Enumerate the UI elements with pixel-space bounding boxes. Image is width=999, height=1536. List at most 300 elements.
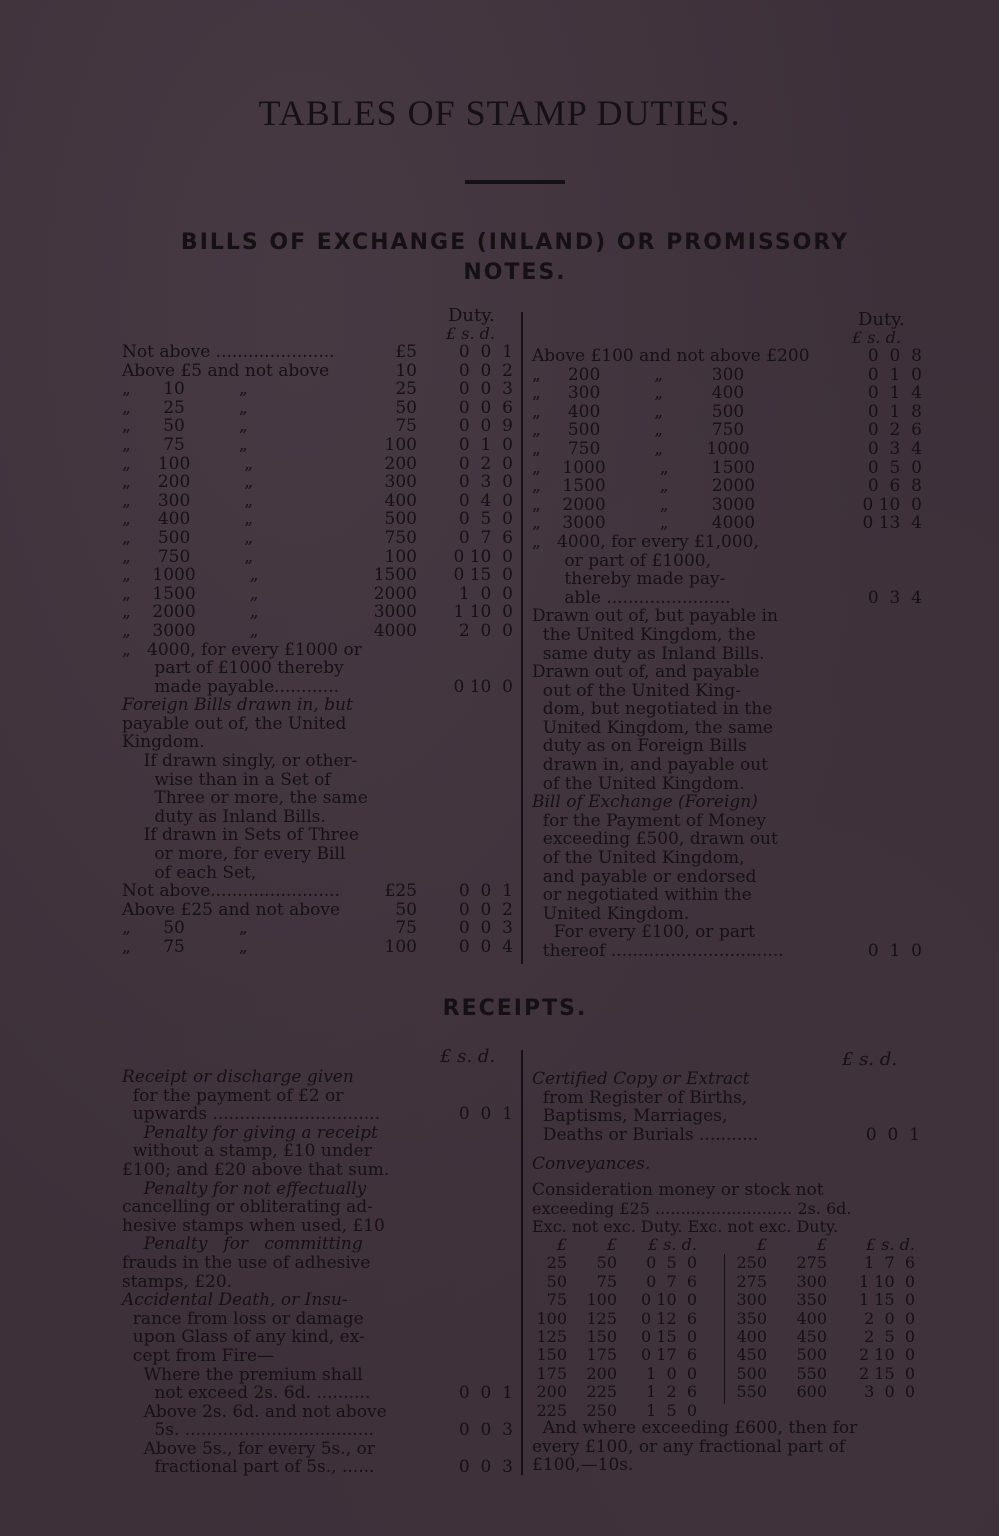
bills-left-text-row-text: part of £1000 thereby bbox=[122, 658, 344, 679]
bills-left-text-row bbox=[122, 864, 517, 883]
bills-left-text-row bbox=[122, 659, 517, 678]
receipts-left-row bbox=[122, 1328, 517, 1347]
conveyance-cell: 1 10 0 bbox=[859, 1271, 915, 1291]
bills-left-row bbox=[122, 585, 517, 604]
receipts-left-row-text: stamps, £20. bbox=[122, 1271, 233, 1292]
receipts-left-row-text: Accidental Death, or Insu- bbox=[122, 1290, 348, 1311]
conveyance-cell: 250 bbox=[736, 1253, 767, 1273]
bills-left-row-amount: 300 bbox=[384, 472, 417, 493]
conveyance-cell: 450 bbox=[796, 1326, 827, 1346]
receipts-left-row-duty: 0 0 1 bbox=[458, 1104, 513, 1125]
bills-left-row bbox=[122, 399, 517, 418]
receipts-right-row bbox=[532, 1126, 922, 1145]
receipts-right-column bbox=[532, 1070, 922, 1144]
receipts-left-row-text: Penalty for giving a receipt bbox=[122, 1122, 378, 1143]
bills-left-text-row bbox=[122, 696, 517, 715]
conveyance-cell: 50 bbox=[546, 1271, 567, 1291]
bills-left-text-row bbox=[122, 678, 517, 697]
bills-right-text-row-text: exceeding £500, drawn out bbox=[532, 829, 778, 850]
bills-right-text-row-duty: 0 1 0 bbox=[867, 941, 922, 961]
receipts-left-row-text: hesive stamps when used, £10 bbox=[122, 1215, 385, 1236]
bills-right-text-row bbox=[532, 905, 922, 924]
bills-right-text-row-duty: 0 3 4 bbox=[867, 587, 922, 608]
conveyance-cell: 100 bbox=[536, 1308, 567, 1328]
receipts-left-row-text: Above 2s. 6d. and not above bbox=[122, 1401, 387, 1422]
bills-left-text-row-text: made payable............ bbox=[122, 676, 340, 697]
bills-right-text-row-text: and payable or endorsed bbox=[532, 866, 757, 887]
bills-right-text-row bbox=[532, 663, 922, 682]
receipts-column-divider bbox=[521, 1050, 523, 1475]
conveyance-cell: 275 bbox=[796, 1253, 827, 1273]
bills-left-row bbox=[122, 436, 517, 455]
bills-left-row-amount: 3000 bbox=[373, 602, 417, 623]
bills-right-row bbox=[532, 496, 922, 515]
conveyance-cell: 0 7 6 bbox=[646, 1271, 697, 1291]
bills-right-text-row-text: „ 4000, for every £1,000, bbox=[532, 531, 759, 552]
conveyance-unit: £ bbox=[606, 1235, 617, 1254]
conveyance-cell: 600 bbox=[796, 1382, 827, 1402]
conveyance-cell: 1 7 6 bbox=[864, 1253, 915, 1273]
bills-left-row2-amount: 50 bbox=[395, 899, 417, 920]
conveyances-label: Conveyances. bbox=[532, 1154, 651, 1174]
bills-left-text-row bbox=[122, 789, 517, 808]
bills-left-lsd: £ s. d. bbox=[446, 324, 495, 343]
bills-left-row2-label: „ 75 „ bbox=[122, 937, 248, 957]
bills-left-row-amount: 500 bbox=[384, 509, 417, 530]
receipts-left-row-duty: 0 0 3 bbox=[458, 1457, 513, 1478]
conveyance-cell: 75 bbox=[596, 1271, 617, 1291]
conveyance-cell: 200 bbox=[586, 1363, 617, 1383]
receipts-right-row bbox=[532, 1089, 922, 1108]
bills-right-row bbox=[532, 440, 922, 459]
bills-right-row bbox=[532, 403, 922, 422]
bills-left-row2-duty: 0 0 4 bbox=[458, 937, 513, 957]
receipts-left-row bbox=[122, 1310, 517, 1329]
bills-left-row bbox=[122, 455, 517, 474]
bills-right-row-label: „ 500 „ 750 bbox=[532, 420, 745, 441]
receipts-left-row bbox=[122, 1142, 517, 1161]
conveyance-cell: 2 0 0 bbox=[864, 1308, 915, 1328]
bills-left-row-label: „ 75 „ bbox=[122, 434, 248, 455]
conveyance-cell: 200 bbox=[536, 1382, 567, 1402]
conveyance-cell: 125 bbox=[536, 1326, 567, 1346]
bills-left-row-duty: 0 15 0 bbox=[453, 565, 513, 586]
conveyance-cell: 0 17 6 bbox=[641, 1345, 697, 1365]
bills-left-row2-label: „ 50 „ bbox=[122, 918, 248, 939]
bills-left-text-row-text: or more, for every Bill bbox=[122, 844, 346, 865]
conveyance-cell: 1 15 0 bbox=[859, 1290, 915, 1310]
bills-left-row-amount: 750 bbox=[384, 527, 417, 548]
bills-left-row-label: Not above ...................... bbox=[122, 342, 335, 362]
bills-left-row-label: „ 100 „ bbox=[122, 453, 254, 474]
bills-left-row-duty: 0 7 6 bbox=[458, 527, 513, 548]
bills-right-text-row bbox=[532, 533, 922, 552]
conveyance-cell: 500 bbox=[736, 1363, 767, 1383]
conveyance-cell: 25 bbox=[546, 1253, 567, 1273]
conveyance-cell: 550 bbox=[736, 1382, 767, 1402]
bills-left-row-label: „ 1500 „ bbox=[122, 583, 259, 604]
bills-left-row2-label: Not above........................ bbox=[122, 881, 340, 902]
bills-left-row2 bbox=[122, 919, 517, 938]
bills-right-text-row-text: able ....................... bbox=[532, 587, 731, 608]
receipts-left-row-text: upon Glass of any kind, ex- bbox=[122, 1327, 365, 1348]
bills-right-text-row bbox=[532, 942, 922, 961]
bills-right-row bbox=[532, 477, 922, 496]
bills-left-text-row-text: Kingdom. bbox=[122, 732, 205, 753]
receipts-left-row bbox=[122, 1366, 517, 1385]
bills-right-text-row-text: the United Kingdom, the bbox=[532, 624, 756, 645]
receipts-left-row-text: Penalty for committing bbox=[122, 1234, 363, 1255]
receipts-left-row-text: frauds in the use of adhesive bbox=[122, 1252, 371, 1273]
bills-left-row-label: „ 400 „ bbox=[122, 509, 254, 530]
bills-right-row-label: „ 300 „ 400 bbox=[532, 383, 745, 404]
bills-left-row-amount: 200 bbox=[384, 453, 417, 474]
bills-right-text-row-text: United Kingdom. bbox=[532, 903, 690, 924]
bills-left-row2-amount: 100 bbox=[384, 937, 417, 957]
conveyance-cell: 250 bbox=[586, 1400, 617, 1420]
bills-left-row-duty: 1 10 0 bbox=[453, 602, 513, 623]
bills-right-row-duty: 0 13 4 bbox=[862, 513, 922, 534]
bills-left-row-label: „ 3000 „ bbox=[122, 620, 259, 641]
bills-left-row-amount: 50 bbox=[395, 397, 417, 418]
bills-right-row-label: „ 400 „ 500 bbox=[532, 401, 745, 422]
bills-right-text-row bbox=[532, 626, 922, 645]
bills-right-text-row-text: of the United Kingdom, bbox=[532, 848, 745, 869]
receipts-left-row bbox=[122, 1273, 517, 1292]
bills-right-row bbox=[532, 347, 922, 366]
bills-left-row-amount: 2000 bbox=[373, 583, 417, 604]
bills-right-text-row bbox=[532, 756, 922, 775]
bills-right-row bbox=[532, 459, 922, 478]
receipts-right-row-duty: 0 0 1 bbox=[865, 1124, 920, 1145]
bills-right-text-row-text: drawn in, and payable out bbox=[532, 755, 768, 776]
bills-right-text-row bbox=[532, 886, 922, 905]
receipts-left-row-text: rance from loss or damage bbox=[122, 1308, 364, 1329]
bills-left-row-duty: 0 5 0 bbox=[458, 509, 513, 530]
bills-left-row bbox=[122, 548, 517, 567]
receipts-right-row-text: Baptisms, Marriages, bbox=[532, 1106, 728, 1127]
bills-left-row-duty: 0 0 6 bbox=[458, 397, 513, 418]
conveyance-tail-line: every £100, or any fractional part of bbox=[532, 1436, 846, 1457]
bills-right-text-row bbox=[532, 682, 922, 701]
conveyance-cell: 0 5 0 bbox=[646, 1253, 697, 1273]
bills-left-duty-label: Duty. bbox=[448, 305, 495, 326]
receipts-left-row-text: cancelling or obliterating ad- bbox=[122, 1197, 373, 1218]
bills-right-text-row bbox=[532, 737, 922, 756]
bills-left-row bbox=[122, 343, 517, 362]
title-rule bbox=[465, 180, 565, 184]
bills-left-row-label: „ 750 „ bbox=[122, 546, 254, 567]
conveyance-table-divider bbox=[724, 1254, 725, 1404]
receipts-left-row bbox=[122, 1105, 517, 1124]
bills-left-row-amount: 100 bbox=[384, 546, 417, 567]
conveyance-units-row bbox=[532, 1236, 917, 1254]
conveyance-cell: 0 10 0 bbox=[641, 1290, 697, 1310]
conveyance-cell: 300 bbox=[796, 1271, 827, 1291]
bills-right-row-label: Above £100 and not above £200 bbox=[532, 346, 810, 366]
conveyance-cell: 400 bbox=[736, 1326, 767, 1346]
bills-left-row-duty: 0 10 0 bbox=[453, 546, 513, 567]
bills-right-text-row bbox=[532, 793, 922, 812]
bills-heading-line1: BILLS OF EXCHANGE (INLAND) OR PROMISSORY bbox=[180, 230, 850, 255]
bills-left-text-row-text: wise than in a Set of bbox=[122, 769, 331, 790]
conveyance-cell: 0 15 0 bbox=[641, 1326, 697, 1346]
bills-left-text-row-text: Foreign Bills drawn in, but bbox=[122, 695, 353, 716]
receipts-left-row-text: fractional part of 5s., ...... bbox=[122, 1457, 375, 1478]
receipts-left-row-text: not exceed 2s. 6d. .......... bbox=[122, 1383, 371, 1404]
bills-right-text-row-text: thereby made pay- bbox=[532, 569, 726, 590]
bills-left-row-label: „ 25 „ bbox=[122, 397, 248, 418]
bills-right-row-duty: 0 10 0 bbox=[862, 494, 922, 515]
bills-left-row-duty: 1 0 0 bbox=[458, 583, 513, 604]
bills-right-text-row bbox=[532, 812, 922, 831]
bills-right-row bbox=[532, 421, 922, 440]
bills-right-text-row-text: of the United Kingdom. bbox=[532, 773, 745, 794]
receipts-left-row bbox=[122, 1403, 517, 1422]
bills-right-row bbox=[532, 366, 922, 385]
bills-right-text-row-text: thereof ................................ bbox=[532, 941, 784, 961]
receipts-left-row bbox=[122, 1384, 517, 1403]
conveyance-cell: 500 bbox=[796, 1345, 827, 1365]
conveyance-cell: 400 bbox=[796, 1308, 827, 1328]
bills-left-row2-label: Above £25 and not above bbox=[122, 899, 341, 920]
conveyance-cell: 3 0 0 bbox=[864, 1382, 915, 1402]
bills-left-row bbox=[122, 492, 517, 511]
bills-left-row2 bbox=[122, 882, 517, 901]
bills-left-row bbox=[122, 566, 517, 585]
bills-right-row-duty: 0 0 8 bbox=[867, 346, 922, 366]
bills-left-row-amount: 25 bbox=[395, 379, 417, 400]
bills-left-text-row bbox=[122, 733, 517, 752]
bills-right-text-row bbox=[532, 607, 922, 626]
conveyance-cell: 175 bbox=[586, 1345, 617, 1365]
bills-left-row bbox=[122, 473, 517, 492]
bills-left-row2 bbox=[122, 901, 517, 920]
bills-left-row2 bbox=[122, 938, 517, 957]
receipts-left-column bbox=[122, 1068, 517, 1477]
bills-left-row2-amount: 75 bbox=[395, 918, 417, 939]
consideration-line-2: exceeding £25 ........................... 2s. 6d. bbox=[532, 1199, 852, 1218]
bills-left-text-row-text: payable out of, the United bbox=[122, 713, 347, 734]
receipts-left-row-text: upwards ............................... bbox=[122, 1104, 380, 1125]
receipts-left-row bbox=[122, 1198, 517, 1217]
bills-right-text-row-text: same duty as Inland Bills. bbox=[532, 643, 765, 664]
bills-right-text-row-text: United Kingdom, the same bbox=[532, 717, 773, 738]
receipts-right-row-text: Certified Copy or Extract bbox=[532, 1069, 750, 1089]
receipts-left-row bbox=[122, 1087, 517, 1106]
bills-right-text-row-text: out of the United King- bbox=[532, 680, 742, 701]
conveyance-unit: £ bbox=[756, 1235, 767, 1254]
bills-left-text-row bbox=[122, 715, 517, 734]
bills-right-row-duty: 0 3 4 bbox=[867, 438, 922, 459]
bills-right-row-label: „ 750 „ 1000 bbox=[532, 438, 750, 459]
bills-left-row-label: Above £5 and not above bbox=[122, 360, 330, 381]
receipts-right-row bbox=[532, 1070, 922, 1089]
bills-right-row-label: „ 1000 „ 1500 bbox=[532, 457, 756, 478]
bills-left-row-amount: 1500 bbox=[373, 565, 417, 586]
bills-left-text-row-text: „ 4000, for every £1000 or bbox=[122, 639, 362, 660]
bills-left-text-row-text: If drawn in Sets of Three bbox=[122, 825, 359, 846]
receipts-left-row-text: £100; and £20 above that sum. bbox=[122, 1159, 390, 1180]
bills-right-text-row bbox=[532, 868, 922, 887]
receipts-left-row bbox=[122, 1180, 517, 1199]
page-title: TABLES OF STAMP DUTIES. bbox=[258, 93, 741, 133]
receipts-left-row bbox=[122, 1254, 517, 1273]
bills-right-text-row bbox=[532, 849, 922, 868]
bills-left-row-label: „ 200 „ bbox=[122, 472, 254, 493]
bills-left-text-row-text: If drawn singly, or other- bbox=[122, 751, 358, 772]
conveyance-tail bbox=[532, 1419, 922, 1475]
receipts-left-row bbox=[122, 1440, 517, 1459]
conveyance-cell: 275 bbox=[736, 1271, 767, 1291]
bills-left-row bbox=[122, 622, 517, 641]
receipts-left-row bbox=[122, 1161, 517, 1180]
receipts-left-row-text: cept from Fire— bbox=[122, 1345, 275, 1366]
bills-left-row-amount: 100 bbox=[384, 434, 417, 455]
bills-right-text-row bbox=[532, 645, 922, 664]
bills-left-row-amount: £5 bbox=[395, 342, 417, 362]
bills-right-row-duty: 0 1 8 bbox=[867, 401, 922, 422]
bills-left-text-row-text: of each Set, bbox=[122, 862, 257, 883]
bills-left-row-amount: 75 bbox=[395, 416, 417, 437]
bills-right-text-row bbox=[532, 719, 922, 738]
bills-right-text-row-text: for the Payment of Money bbox=[532, 810, 767, 831]
bills-right-text-row bbox=[532, 775, 922, 794]
bills-left-row-amount: 4000 bbox=[373, 620, 417, 641]
receipts-right-row-text: Deaths or Burials ........... bbox=[532, 1124, 759, 1145]
receipts-left-row-text: Penalty for not effectually bbox=[122, 1178, 367, 1199]
bills-right-text-row-text: or part of £1000, bbox=[532, 550, 711, 571]
bills-right-row bbox=[532, 514, 922, 533]
receipts-right-row-text: from Register of Births, bbox=[532, 1087, 748, 1108]
bills-left-text-row bbox=[122, 808, 517, 827]
conveyance-cell: 450 bbox=[736, 1345, 767, 1365]
receipts-left-row bbox=[122, 1458, 517, 1477]
bills-right-text-row bbox=[532, 700, 922, 719]
receipts-left-row bbox=[122, 1291, 517, 1310]
receipts-left-row-text: Where the premium shall bbox=[122, 1364, 363, 1385]
bills-left-row bbox=[122, 603, 517, 622]
bills-left-row-label: „ 500 „ bbox=[122, 527, 254, 548]
conveyance-cell: 225 bbox=[586, 1382, 617, 1402]
bills-left-text-row-text: Three or more, the same bbox=[122, 788, 368, 809]
conveyance-cell: 2 5 0 bbox=[864, 1326, 915, 1346]
conveyance-cell: 100 bbox=[586, 1290, 617, 1310]
bills-right-text-row bbox=[532, 570, 922, 589]
conveyance-cell: 225 bbox=[536, 1400, 567, 1420]
bills-right-lsd: £ s. d. bbox=[852, 328, 901, 347]
conveyance-cell: 50 bbox=[596, 1253, 617, 1273]
bills-right-row-label: „ 200 „ 300 bbox=[532, 364, 745, 385]
conveyance-cell: 350 bbox=[736, 1308, 767, 1328]
conveyance-cell: 1 5 0 bbox=[646, 1400, 697, 1420]
bills-left-text-row bbox=[122, 641, 517, 660]
receipts-left-row-duty: 0 0 3 bbox=[458, 1420, 513, 1441]
bills-left-row-duty: 2 0 0 bbox=[458, 620, 513, 641]
bills-right-text-row bbox=[532, 552, 922, 571]
bills-left-text-row bbox=[122, 771, 517, 790]
receipts-left-row bbox=[122, 1124, 517, 1143]
bills-left-row-label: „ 300 „ bbox=[122, 490, 254, 511]
conveyance-cell: 2 15 0 bbox=[859, 1363, 915, 1383]
bills-column-divider bbox=[521, 312, 523, 964]
receipts-left-row bbox=[122, 1421, 517, 1440]
bills-right-row-duty: 0 2 6 bbox=[867, 420, 922, 441]
bills-right-row-duty: 0 6 8 bbox=[867, 476, 922, 497]
bills-left-row-label: „ 1000 „ bbox=[122, 565, 259, 586]
conveyance-cell: 0 12 6 bbox=[641, 1308, 697, 1328]
conveyance-cell: 175 bbox=[536, 1363, 567, 1383]
conveyance-unit: £ bbox=[556, 1235, 567, 1254]
bills-left-row-label: „ 10 „ bbox=[122, 379, 248, 400]
conveyance-cell: 1 2 6 bbox=[646, 1382, 697, 1402]
bills-left-row-label: „ 50 „ bbox=[122, 416, 248, 437]
bills-right-row-duty: 0 5 0 bbox=[867, 457, 922, 478]
bills-left-row2-duty: 0 0 1 bbox=[458, 881, 513, 902]
bills-left-row2-duty: 0 0 2 bbox=[458, 899, 513, 920]
bills-left-row-duty: 0 2 0 bbox=[458, 453, 513, 474]
receipts-left-row-text: for the payment of £2 or bbox=[122, 1085, 344, 1106]
conveyance-table-header: Exc. not exc. Duty. Exc. not exc. Duty. bbox=[532, 1217, 839, 1236]
receipts-left-row-text: Receipt or discharge given bbox=[122, 1067, 354, 1087]
conveyance-cell: 350 bbox=[796, 1290, 827, 1310]
conveyance-cell: 550 bbox=[796, 1363, 827, 1383]
bills-left-row-label: „ 2000 „ bbox=[122, 602, 259, 623]
bills-left-text-row bbox=[122, 845, 517, 864]
receipts-right-lsd: £ s. d. bbox=[842, 1049, 898, 1070]
bills-left-row-duty: 0 0 3 bbox=[458, 379, 513, 400]
bills-left-row2-amount: £25 bbox=[384, 881, 417, 902]
receipts-left-row bbox=[122, 1068, 517, 1087]
bills-right-text-row-text: or negotiated within the bbox=[532, 885, 752, 906]
bills-left-row bbox=[122, 417, 517, 436]
bills-right-text-row bbox=[532, 589, 922, 608]
bills-left-row bbox=[122, 380, 517, 399]
bills-right-row-label: „ 3000 „ 4000 bbox=[532, 513, 756, 534]
conveyance-cell: 2 10 0 bbox=[859, 1345, 915, 1365]
conveyance-cell: 150 bbox=[586, 1326, 617, 1346]
conveyance-unit: £ s. d. bbox=[648, 1235, 697, 1254]
bills-left-column bbox=[122, 343, 517, 957]
bills-right-text-row-text: duty as on Foreign Bills bbox=[532, 736, 747, 757]
receipts-left-row bbox=[122, 1217, 517, 1236]
bills-left-row-duty: 0 3 0 bbox=[458, 472, 513, 493]
bills-left-row-amount: 10 bbox=[395, 360, 417, 381]
conveyance-cell: 1 0 0 bbox=[646, 1363, 697, 1383]
bills-right-text-row-text: For every £100, or part bbox=[532, 922, 755, 943]
bills-right-row-duty: 0 1 0 bbox=[867, 364, 922, 385]
bills-right-row bbox=[532, 384, 922, 403]
bills-left-row bbox=[122, 362, 517, 381]
conveyance-unit: £ s. d. bbox=[866, 1235, 915, 1254]
bills-right-text-row bbox=[532, 830, 922, 849]
bills-left-text-row-duty: 0 10 0 bbox=[453, 676, 513, 697]
conveyance-cell: 75 bbox=[546, 1290, 567, 1310]
bills-left-row-amount: 400 bbox=[384, 490, 417, 511]
bills-right-row-label: „ 2000 „ 3000 bbox=[532, 494, 756, 515]
receipts-left-row-text: without a stamp, £10 under bbox=[122, 1141, 372, 1162]
receipts-left-lsd: £ s. d. bbox=[440, 1046, 496, 1067]
bills-left-text-row-text: duty as Inland Bills. bbox=[122, 806, 326, 827]
conveyance-unit: £ bbox=[816, 1235, 827, 1254]
bills-right-text-row-text: dom, but negotiated in the bbox=[532, 699, 773, 720]
receipts-left-row-text: Above 5s., for every 5s., or bbox=[122, 1438, 375, 1459]
bills-right-text-row-text: Bill of Exchange (Foreign) bbox=[532, 792, 758, 813]
bills-left-row bbox=[122, 529, 517, 548]
bills-right-text-row-text: Drawn out of, and payable bbox=[532, 662, 760, 683]
bills-right-duty-label: Duty. bbox=[858, 309, 905, 330]
conveyance-cell: 125 bbox=[586, 1308, 617, 1328]
